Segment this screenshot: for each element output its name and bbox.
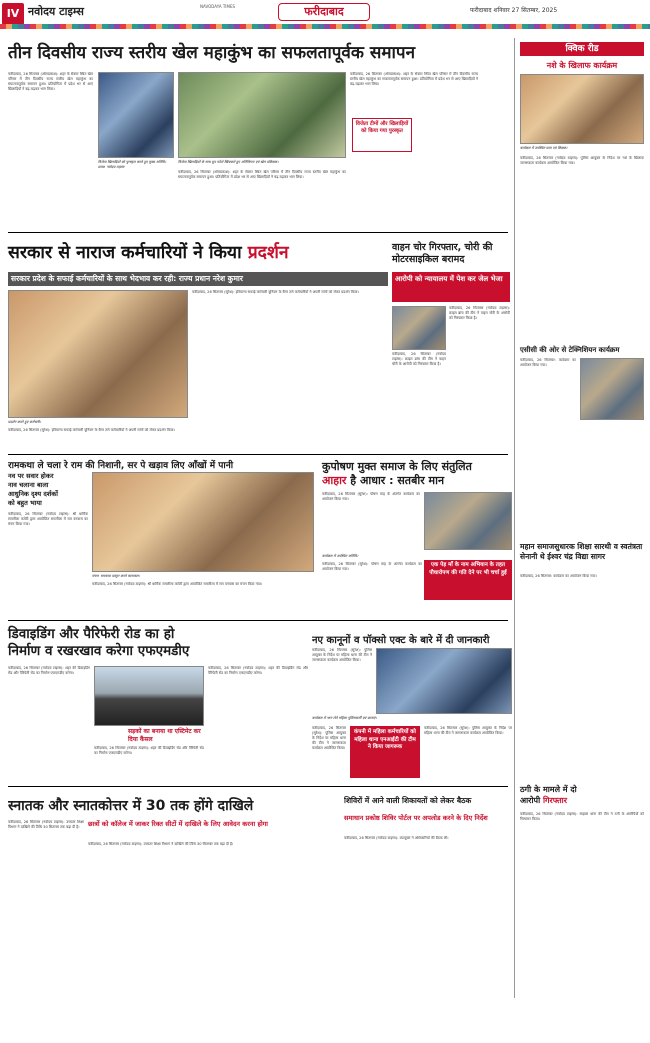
sidebar1-body: फरीदाबाद, 26 सितम्बर (नवोदय टाइम्स): पुलिस आयुक्त के निर्देश पर नशे के खिलाफ जागरूकता कार्यक्रम आयोजित किया गया। bbox=[520, 156, 644, 165]
divider bbox=[514, 38, 515, 998]
story4-body-2: फरीदाबाद, 26 सितम्बर (नवोदय टाइम्स): श्री धार्मिक रामलीला कमेटी द्वारा आयोजित रामलीला में राम वनवास का मंचन किया गया। bbox=[92, 582, 262, 586]
sidebar1-title: क्विक रीड bbox=[520, 42, 644, 56]
story10-headline bbox=[520, 784, 644, 806]
story8-body-2: फरीदाबाद, 26 सितम्बर (नवोदय टाइम्स): उच्चतर शिक्षा विभाग ने दाखिले की तिथि 30 सितम्बर तक बढ़ा दी है। bbox=[88, 842, 234, 846]
story1-body-2: फरीदाबाद, 26 सितम्बर (ओमप्रकाश): शहर के सेक्टर स्थित खेल परिसर में तीन दिवसीय राज्य स्तरीय खेल महाकुंभ का सफलतापूर्वक समापन हुआ। प्रतियोगिता में प्रदेश भर से आए खिलाड़ियों ने बढ़-चढ़कर भाग लिया। bbox=[178, 170, 346, 179]
story1-body: फरीदाबाद, 26 सितम्बर (ओमप्रकाश): शहर के सेक्टर स्थित खेल परिसर में तीन दिवसीय राज्य स्तरीय खेल महाकुंभ का सफलतापूर्वक समापन हुआ। प्रतियोगिता में प्रदेश भर से आए खिलाड़ियों ने बढ़-चढ़कर भाग लिया। bbox=[8, 72, 93, 91]
story4-headline: रामकथा ले चला रे राम की निशानी, सर पे खड़ाव लिए आँखों में पानी bbox=[8, 461, 234, 471]
dateline: फरीदाबाद शनिवार 27 सितम्बर, 2025 bbox=[470, 7, 558, 14]
sidebar2-body: फरीदाबाद, 26 सितम्बर: कार्यक्रम का आयोजन किया गया। bbox=[520, 358, 576, 367]
story5-headline-c: है आधार : सतबीर मान bbox=[350, 474, 445, 487]
story3-body-2: फरीदाबाद, 26 सितम्बर (नवोदय टाइम्स): क्राइम ब्रांच की टीम ने वाहन चोरी के आरोपी को गिरफ्तार किया है। bbox=[392, 352, 446, 366]
sidebar2-body-2: फरीदाबाद, 26 सितम्बर: कार्यक्रम का आयोजन किया गया। bbox=[520, 574, 597, 578]
story3-headline: वाहन चोर गिरफ्तार, चोरी की मोटरसाइकिल बरामद bbox=[392, 242, 493, 265]
story5-body: फरीदाबाद, 26 सितम्बर (सुरेश): पोषण माह के अंतर्गत कार्यक्रम का आयोजन किया गया। bbox=[322, 492, 420, 501]
story8-headline: स्नातक और स्नातकोत्तर में 30 तक होंगे दाखिले bbox=[8, 798, 254, 814]
story3-highlight: आरोपी को न्यायालय में पेश कर जेल भेजा bbox=[392, 272, 510, 302]
sidebar1-subtitle: नशे के खिलाफ कार्यक्रम bbox=[546, 61, 618, 70]
story5-body-2: फरीदाबाद, 26 सितम्बर (सुरेश): पोषण माह के अंतर्गत कार्यक्रम का आयोजन किया गया। bbox=[322, 562, 422, 571]
sidebar1-caption: कार्यक्रम में उपस्थित छात्र एवं शिक्षक। bbox=[520, 146, 568, 150]
paper-small-label: NAVODAYA TIMES bbox=[200, 4, 236, 9]
story5-photo-a bbox=[424, 492, 512, 550]
story4-body: फरीदाबाद, 26 सितम्बर (नवोदय टाइम्स): श्री धार्मिक रामलीला कमेटी द्वारा आयोजित रामलीला में राम वनवास का मंचन किया गया। bbox=[8, 512, 88, 526]
story7-body-2: फरीदाबाद, 26 सितम्बर (सुरेश): पुलिस आयुक्त के निर्देश पर महिला थाना की टीम ने जागरूकता कार्यक्रम आयोजित किया। bbox=[312, 726, 346, 750]
story7-body-3: फरीदाबाद, 26 सितम्बर (सुरेश): पुलिस आयुक्त के निर्देश पर महिला थाना की टीम ने जागरूकता कार्यक्रम आयोजित किया। bbox=[424, 726, 512, 735]
story1-caption-b: विजेता खिलाड़ियों के साथ ग्रुप फोटो खिंचवाते हुए अतिथिगण एवं खेल प्रशिक्षक। bbox=[178, 160, 279, 164]
story8-kicker: छात्रों को कॉलेज में जाकर रिक्त सीटों में दाखिले के लिए आवेदन करना होगा bbox=[88, 820, 268, 828]
story4-caption: मंचन: रामकथा प्रस्तुत करते कलाकार। bbox=[92, 574, 140, 578]
story6-body-2: फरीदाबाद, 26 सितम्बर (नवोदय टाइम्स): शहर की डिवाइडिंग रोड और पैरिफेरी रोड का निर्माण एफएमडीए करेगा। bbox=[208, 666, 308, 675]
story7-headline: नए कानूनों व पॉक्सो एक्ट के बारे में दी जानकारी bbox=[312, 635, 490, 646]
story2-subhead: सरकार प्रदेश के सफाई कर्मचारियों के साथ भेदभाव कर रही: राज्य प्रधान नरेश कुमार bbox=[8, 272, 388, 286]
divider bbox=[8, 454, 508, 455]
story2-headline-b: प्रदर्शन bbox=[247, 243, 289, 263]
story10-headline-a: ठगी के मामले में दो bbox=[520, 785, 577, 794]
sidebar1-photo bbox=[520, 74, 644, 144]
story10-headline-c: गिरफ्तार bbox=[542, 796, 568, 805]
story7-body: फरीदाबाद, 26 सितम्बर (सुरेश): पुलिस आयुक्त के निर्देश पर महिला थाना की टीम ने जागरूकता कार्यक्रम आयोजित किया। bbox=[312, 648, 372, 662]
story1-photo-a bbox=[98, 72, 174, 158]
sidebar2-title: एसीसी की ओर से टेक्निशियन कार्यक्रम bbox=[520, 346, 620, 354]
divider bbox=[8, 232, 508, 233]
story2-headline-a: सरकार से नाराज कर्मचारियों ने किया bbox=[8, 243, 242, 263]
story7-highlight: कंपनी में महिला कर्मचारियों को महिला थाना एनआईटी की टीम ने किया जागरूक bbox=[350, 726, 420, 778]
story2-headline bbox=[8, 240, 388, 264]
story1-caption-a: विजेता खिलाड़ियों को पुरस्कृत करते हुए मुख्य अतिथि। छाया: नवोदय टाइम्स bbox=[98, 160, 167, 169]
story1-body-3: फरीदाबाद, 26 सितम्बर (ओमप्रकाश): शहर के सेक्टर स्थित खेल परिसर में तीन दिवसीय राज्य स्तरीय खेल महाकुंभ का सफलतापूर्वक समापन हुआ। प्रतियोगिता में प्रदेश भर से आए खिलाड़ियों ने बढ़-चढ़कर भाग लिया। bbox=[350, 72, 478, 86]
story4-kicker bbox=[8, 472, 98, 508]
story2-body-2: फरीदाबाद, 26 सितम्बर (सुरेश): हरियाणा सफाई कर्मचारी यूनियन के बैनर तले कर्मचारियों ने अपनी मांगों को लेकर प्रदर्शन किया। bbox=[8, 428, 175, 432]
page-number: IV bbox=[2, 3, 24, 25]
story1-photo-b bbox=[178, 72, 346, 158]
story10-headline-b: आरोपी bbox=[520, 796, 541, 805]
story5-headline-b: आहार bbox=[322, 474, 347, 487]
story6-headline-a: डिवाइडिंग और पैरिफेरी रोड का हो bbox=[8, 626, 175, 642]
story4-kicker-b: नाव चलाना बाला bbox=[8, 481, 49, 489]
divider bbox=[8, 786, 508, 787]
story1-highlight: विजेता टीमों और खिलाड़ियों को किया गया पुरस्कृत bbox=[352, 118, 412, 152]
story6-body-3: फरीदाबाद, 26 सितम्बर (नवोदय टाइम्स): शहर की डिवाइडिंग रोड और पैरिफेरी रोड का निर्माण एफएमडीए करेगा। bbox=[94, 746, 204, 755]
story9-body: फरीदाबाद, 26 सितम्बर (नवोदय टाइम्स): उपायुक्त ने अधिकारियों की बैठक ली। bbox=[344, 836, 449, 840]
story4-kicker-d: को बहुत भाया bbox=[8, 499, 42, 507]
story3-body: फरीदाबाद, 26 सितम्बर (नवोदय टाइम्स): क्राइम ब्रांच की टीम ने वाहन चोरी के आरोपी को गिरफ्तार किया है। bbox=[449, 306, 510, 320]
story5-highlight: एक पेड़ माँ के नाम अभियान के तहत पौधारोपण की गति देने पर भी चर्चा हुई bbox=[424, 560, 512, 600]
story2-photo bbox=[8, 290, 188, 418]
divider bbox=[8, 620, 508, 621]
story6-headline bbox=[8, 626, 308, 660]
story6-box-title: सड़कों का बनाया था एस्टिमेट कर दिया कैंसल bbox=[128, 728, 201, 743]
masthead-bar bbox=[0, 24, 650, 29]
story4-kicker-a: नव पर सवार होकर bbox=[8, 472, 54, 480]
sidebar2-photo bbox=[580, 358, 644, 420]
story7-photo bbox=[376, 648, 512, 714]
story3-photo bbox=[392, 306, 446, 350]
story2-body: फरीदाबाद, 26 सितम्बर (सुरेश): हरियाणा सफाई कर्मचारी यूनियन के बैनर तले कर्मचारियों ने अपनी मांगों को लेकर प्रदर्शन किया। bbox=[192, 290, 359, 294]
story5-caption: कार्यक्रम में उपस्थित अतिथि। bbox=[322, 554, 359, 558]
sidebar2-title-2: महान समाजसुधारक शिक्षा सारथी व स्वतंत्रता सेनानी थे ईश्वर चंद्र विद्या सागर bbox=[520, 542, 643, 561]
story6-photo bbox=[94, 666, 204, 726]
story5-headline-a: कुपोषण मुक्त समाज के लिए संतुलित bbox=[322, 460, 472, 473]
story4-photo bbox=[92, 472, 314, 572]
story2-caption: प्रदर्शन करते हुए कर्मचारी। bbox=[8, 420, 41, 424]
story5-headline bbox=[322, 460, 512, 488]
story10-body: फरीदाबाद, 26 सितम्बर (नवोदय टाइम्स): साइबर थाना की टीम ने ठगी के आरोपियों को गिरफ्तार किया। bbox=[520, 812, 644, 821]
story7-caption: कार्यक्रम में भाग लेते महिला पुलिसकर्मी एवं छात्राएं। bbox=[312, 716, 377, 720]
paper-name: नवोदय टाइम्स bbox=[28, 5, 84, 18]
story1-headline: तीन दिवसीय राज्य स्तरीय खेल महाकुंभ का सफलतापूर्वक समापन bbox=[8, 43, 415, 63]
story9-headline: शिविरों में आने वाली शिकायतों को लेकर बैठक bbox=[344, 796, 472, 805]
story8-body: फरीदाबाद, 26 सितम्बर (नवोदय टाइम्स): उच्चतर शिक्षा विभाग ने दाखिले की तिथि 30 सितम्बर तक बढ़ा दी है। bbox=[8, 820, 84, 829]
story4-kicker-c: आधुनिक दृश्य दर्शकों bbox=[8, 490, 58, 498]
story9-kicker: समाधान प्रकोष्ठ शिविर पोर्टल पर अपलोड करने के दिए निर्देश bbox=[344, 814, 488, 822]
story6-body: फरीदाबाद, 26 सितम्बर (नवोदय टाइम्स): शहर की डिवाइडिंग रोड और पैरिफेरी रोड का निर्माण एफएमडीए करेगा। bbox=[8, 666, 90, 675]
masthead bbox=[0, 0, 650, 30]
story6-headline-b: निर्माण व रखरखाव करेगा एफएमडीए bbox=[8, 643, 190, 659]
section-title: फरीदाबाद bbox=[278, 3, 370, 21]
